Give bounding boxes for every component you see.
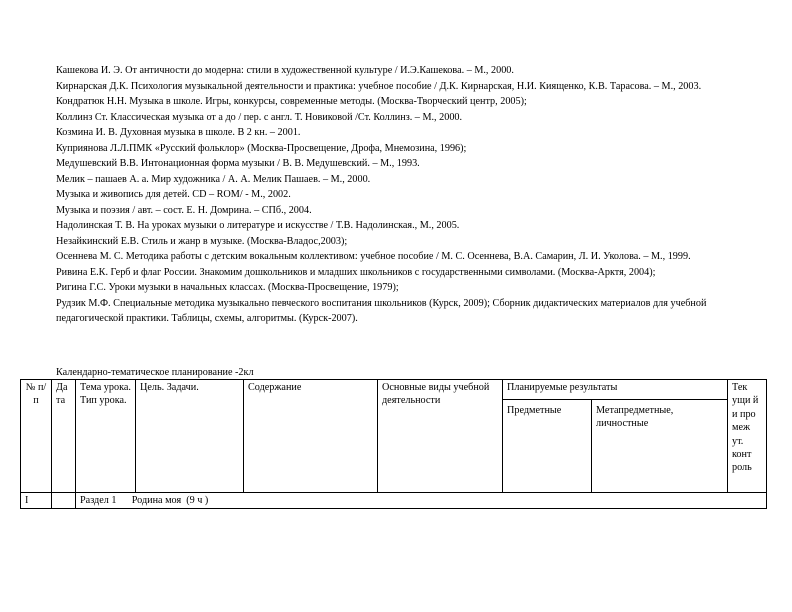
- reference-list: [56, 63, 738, 327]
- header-subject-results: Предметные: [503, 400, 592, 493]
- header-planned-results: Планируемые результаты: [503, 380, 728, 400]
- reference-item: Ривина Е.К. Герб и флаг России. Знакомим дошкольников и младших школьников с государственными символами. (Москва-Арктя, 2004);: [56, 266, 656, 278]
- section-number: I: [21, 493, 52, 509]
- reference-item: Мелик – пашаев А. а. Мир художника / А. А. Мелик Пашаев. – М., 2000.: [56, 173, 371, 185]
- reference-item: Надолинская Т. В. На уроках музыки о литературе и искусстве / Т.В. Надолинская., М., 2005.: [56, 220, 460, 231]
- reference-item: Кашекова И. Э. От античности до модерна: стили в художественной культуре / И.Э.Кашекова. – М., 2000.: [56, 65, 514, 76]
- reference-item: Осеннева М. С. Методика работы с детским вокальным коллективом: учебное пособие / М. С. Осеннева, В.А. Самарин, Л. И. Уколова. – М., 1999.: [56, 251, 691, 262]
- reference-item: Кирнарская Д.К. Психология музыкальной деятельности и практика: учебное пособие / Д.К. Кирнарская, Н.И. Киященко, К.В. Тарасова. – М., 2003.: [56, 80, 702, 92]
- reference-item: Музыка и живопись для детей. CD – ROM/ - М., 2002.: [56, 189, 291, 200]
- reference-item: Музыка и поэзия / авт. – сост. Е. Н. Домрина. – СПб., 2004.: [56, 204, 312, 216]
- header-date: Да та: [52, 380, 76, 493]
- header-number: № п/п: [21, 380, 52, 493]
- calendar-plan-title: Календарно-тематическое планирование -2кл: [56, 367, 254, 378]
- reference-item: Медушевский В.В. Интонационная форма музыки / В. В. Медушевский. – М., 1993.: [56, 158, 420, 169]
- header-meta-results: Метапредметные, личностные: [592, 400, 728, 493]
- calendar-plan-table: [20, 379, 767, 509]
- table-header-row: [21, 380, 767, 400]
- reference-item: Ригина Г.С. Уроки музыки в начальных классах. (Москва-Просвещение, 1979);: [56, 282, 399, 293]
- section-date-cell: [52, 493, 76, 509]
- reference-item: Коллинз Ст. Классическая музыка от а до / пер. с англ. Т. Новиковой /Ст. Коллинз. – М., 2000.: [56, 111, 463, 123]
- reference-item: Незайкинский Е.В. Стиль и жанр в музыке. (Москва-Владос,2003);: [56, 235, 348, 247]
- reference-item: Рудзик М.Ф. Специальные методика музыкально певческого воспитания школьников (Курск, 2009); Сборник дидактических материалов для учебной педагогической практики. Таблицы, схемы, алгоритмы. (Курск-2007).: [56, 297, 707, 324]
- reference-item: Куприянова Л.Л.ПМК «Русский фольклор» (Москва-Просвещение, Дрофа, Мнемозина, 1996);: [56, 142, 467, 154]
- header-content: Содержание: [244, 380, 378, 493]
- header-goal: Цель. Задачи.: [136, 380, 244, 493]
- header-control: Тек ущи й и про меж ут. конт роль: [728, 380, 767, 493]
- header-topic: Тема урока. Тип урока.: [76, 380, 136, 493]
- reference-item: Козмина И. В. Духовная музыка в школе. В 2 кн. – 2001.: [56, 127, 301, 138]
- header-activities: Основные виды учебной деятельности: [378, 380, 503, 493]
- table-row: [21, 493, 767, 509]
- section-title: Раздел 1 Родина моя (9 ч ): [76, 493, 767, 509]
- reference-item: Кондратюк Н.Н. Музыка в школе. Игры, конкурсы, современные методы. (Москва-Творческий центр, 2005);: [56, 96, 527, 107]
